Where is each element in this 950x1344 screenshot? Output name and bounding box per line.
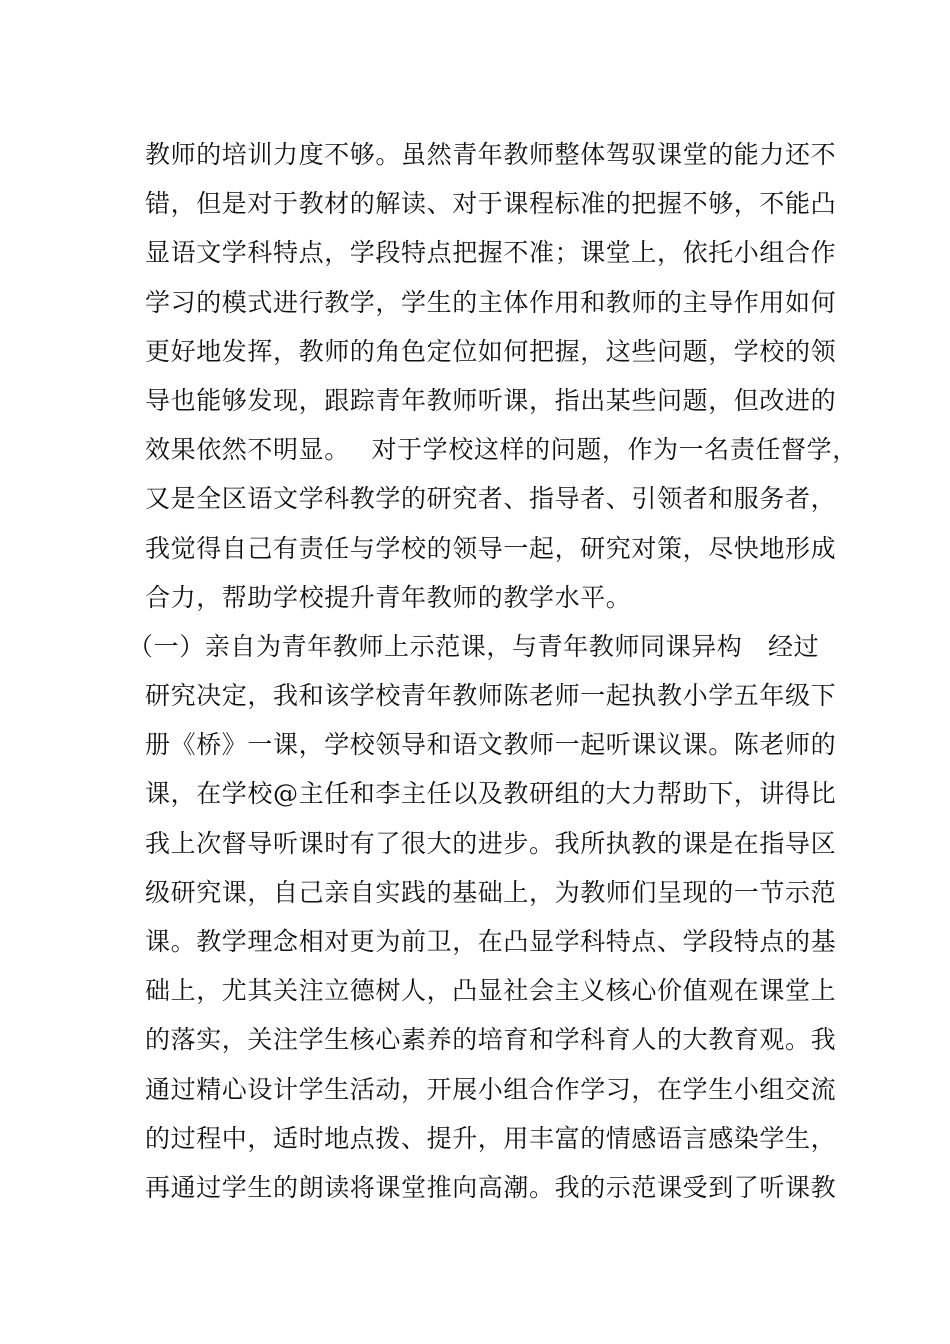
section-heading-line: （一）亲自为青年教师上示范课，与青年教师同课异构 经过 <box>128 631 820 661</box>
text-line: 通过精心设计学生活动，开展小组合作学习，在学生小组交流 <box>145 1074 837 1104</box>
text-line: 我上次督导听课时有了很大的进步。我所执教的课是在指导区 <box>145 828 837 858</box>
body-text <box>128 130 858 1212</box>
text-line: 研究决定，我和该学校青年教师陈老师一起执教小学五年级下 <box>145 681 837 711</box>
text-line: 导也能够发现，跟踪青年教师听课，指出某些问题，但改进的 <box>145 385 837 415</box>
text-line: 课，在学校@主任和李主任以及教研组的大力帮助下，讲得比 <box>145 779 837 809</box>
text-line: 学习的模式进行教学，学生的主体作用和教师的主导作用如何 <box>145 287 837 317</box>
text-line: 显语文学科特点，学段特点把握不准；课堂上，依托小组合作 <box>145 238 837 268</box>
text-line: 的落实，关注学生核心素养的培育和学科育人的大教育观。我 <box>145 1025 837 1055</box>
text-line: 错，但是对于教材的解读、对于课程标准的把握不够，不能凸 <box>145 189 837 219</box>
text-line: 再通过学生的朗读将课堂推向高潮。我的示范课受到了听课教 <box>145 1172 837 1202</box>
text-line: 我觉得自己有责任与学校的领导一起，研究对策，尽快地形成 <box>145 533 837 563</box>
text-line: 合力，帮助学校提升青年教师的教学水平。 <box>145 582 632 612</box>
text-line: 教师的培训力度不够。虽然青年教师整体驾驭课堂的能力还不 <box>145 140 837 169</box>
text-line: 册《桥》一课，学校领导和语文教师一起听课议课。陈老师的 <box>145 730 837 760</box>
text-line: 又是全区语文学科教学的研究者、指导者、引领者和服务者， <box>145 484 837 514</box>
text-line: 效果依然不明显。 对于学校这样的问题，作为一名责任督学， <box>145 435 858 465</box>
text-line: 级研究课，自己亲自实践的基础上，为教师们呈现的一节示范 <box>145 877 837 907</box>
text-line: 的过程中，适时地点拨、提升，用丰富的情感语言感染学生， <box>145 1123 837 1153</box>
text-line: 更好地发挥，教师的角色定位如何把握，这些问题，学校的领 <box>145 336 837 366</box>
text-line: 础上，尤其关注立德树人，凸显社会主义核心价值观在课堂上 <box>145 976 837 1006</box>
text-line: 课。教学理念相对更为前卫，在凸显学科特点、学段特点的基 <box>145 927 837 956</box>
